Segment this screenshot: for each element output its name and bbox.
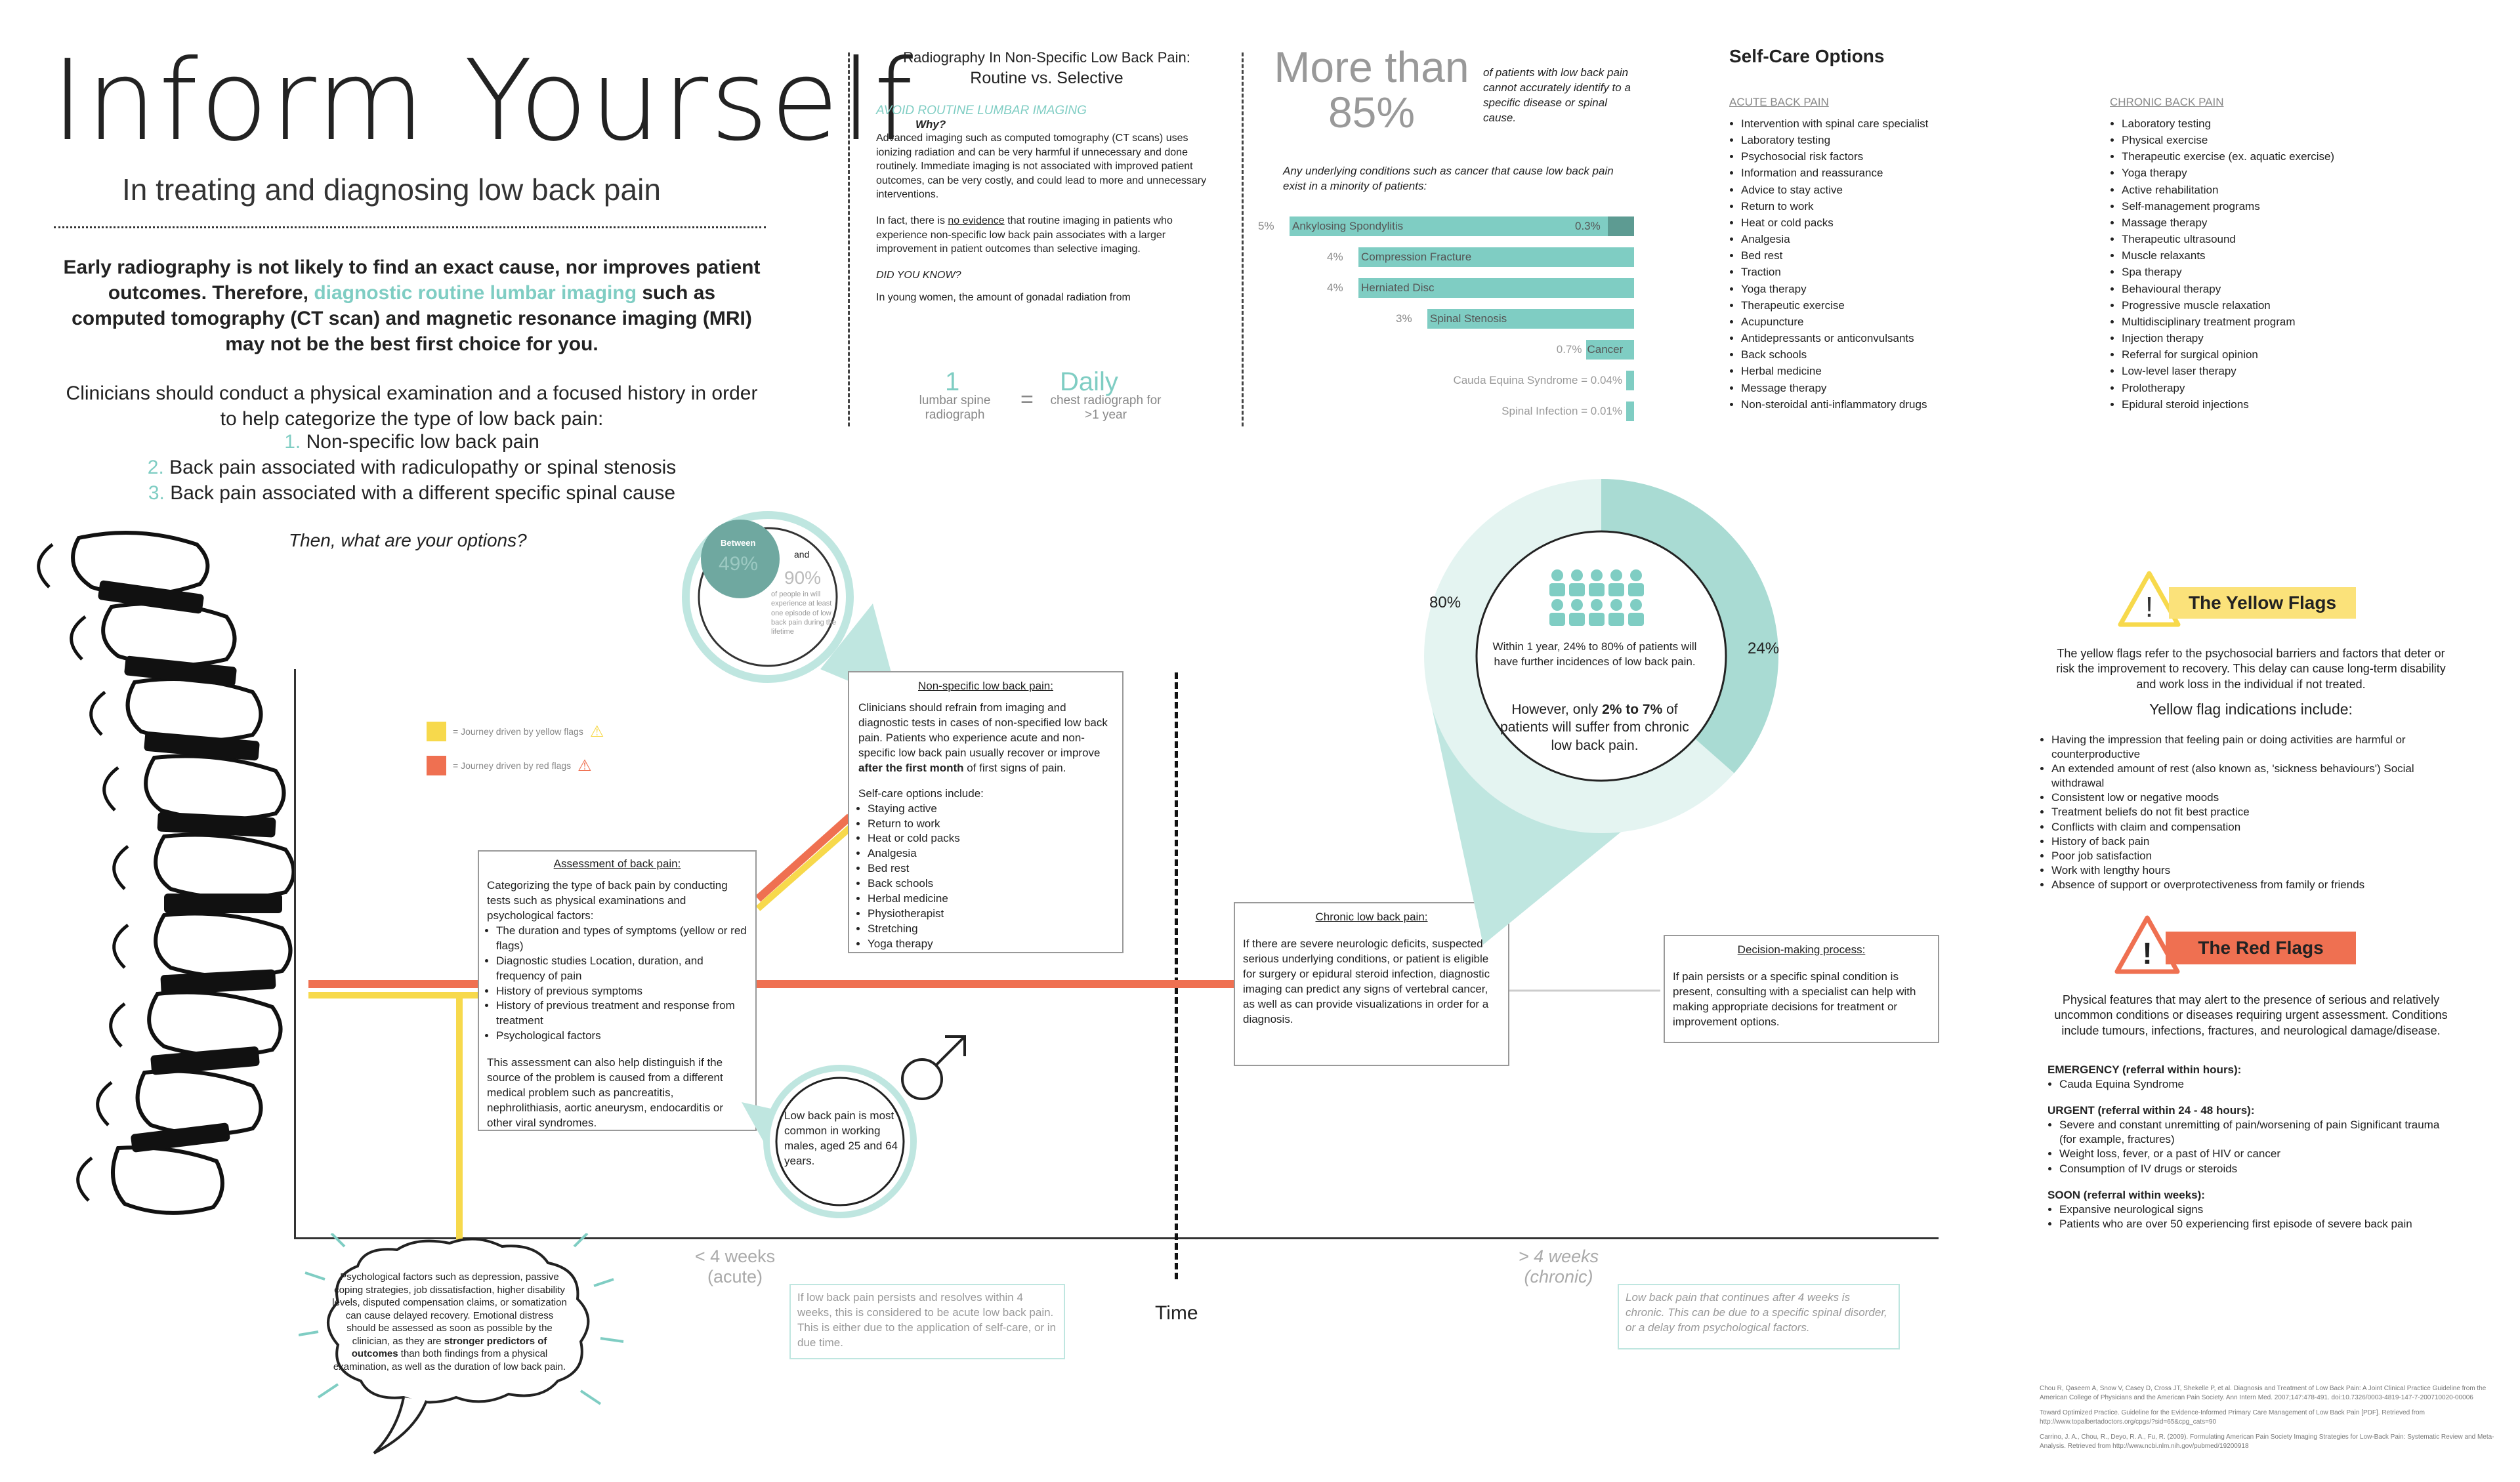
- chart-value-label: 5%: [1258, 220, 1274, 232]
- chronic-option-item: • Massage therapy: [2122, 215, 2392, 231]
- pct-90: 90%: [784, 567, 822, 588]
- yellow-flag-item: • Conflicts with claim and compensation: [2051, 820, 2462, 834]
- reference-2: Toward Optimized Practice. Guideline for the Evidence-Informed Primary Care Management of Low Back Pain [PDF]. Retrieved from http://www.topalbertadoctors.org/cpgs/?sid=65&cpg_cats=90: [2040, 1409, 2425, 1426]
- clinician-text: Clinicians should conduct a physical examination and a focused history in order to help categorize the type of low back pain:: [66, 382, 758, 430]
- donut-outer-right: 24%: [1748, 640, 1780, 657]
- chart-category-label: 0.7%: [1556, 343, 1582, 356]
- assessment-item: • The duration and types of symptoms (yellow or red flags): [496, 924, 747, 954]
- assessment-item: • History of previous treatment and response from treatment: [496, 998, 747, 1029]
- assessment-item: • Psychological factors: [496, 1029, 747, 1044]
- assessment-intro: Categorizing the type of back pain by conducting tests such as physical examinations and psychological factors:: [487, 878, 728, 922]
- decision-text: If pain persists or a specific spinal condition is present, consulting with a specialist can help with making appropriate decisions for treatment or improvement options.: [1673, 970, 1916, 1028]
- category-2: 2. Back pain associated with radiculopathy or spinal stenosis: [147, 457, 677, 478]
- chronic-option-item: • Referral for surgical opinion: [2122, 346, 2392, 363]
- legend-red-swatch: [427, 756, 446, 775]
- radiography-title-2: Routine vs. Selective: [970, 69, 1124, 87]
- chart-value-label: 4%: [1327, 251, 1343, 263]
- acute-option-item: • Antidepressants or anticonvulsants: [1741, 330, 2011, 346]
- red-path-to-nonspecific: [758, 817, 850, 899]
- chronic-option-item: • Injection therapy: [2122, 330, 2392, 346]
- chronic-option-item: • Multidisciplinary treatment program: [2122, 314, 2392, 330]
- red-flags-details: [2048, 1063, 2454, 1231]
- chronic-option-item: • Yoga therapy: [2122, 165, 2392, 181]
- chart-category-label: Spinal Infection = 0.01%: [1502, 405, 1622, 417]
- chronic-option-item: • Epidural steroid injections: [2122, 396, 2392, 413]
- lumbar-label: lumbar spine radiograph: [919, 394, 991, 422]
- chronic-option-item: • Therapeutic ultrasound: [2122, 231, 2392, 247]
- chronic-option-item: • Laboratory testing: [2122, 115, 2392, 132]
- nonspecific-option-item: • Staying active: [868, 802, 1113, 817]
- radiography-title-1: Radiography In Non-Specific Low Back Pain:: [903, 49, 1190, 66]
- intro-highlight: diagnostic routine lumbar imaging: [314, 282, 637, 304]
- legend-yellow: [427, 722, 604, 741]
- yellow-flag-item: • Having the impression that feeling pain or doing activities are harmful or counterproductive: [2051, 733, 2462, 762]
- legend-yellow-label: = Journey driven by yellow flags: [453, 726, 583, 737]
- legend: [427, 722, 604, 775]
- reference-1: Chou R, Qaseem A, Snow V, Casey D, Cross JT, Shekelle P, et al. Diagnosis and Treatment of Low Back Pain: A Joint Clinical Practice Guideline from the American College of Physicians and the American Pain Society. Ann Intern Med. 2007;147:478-491. doi:10.7326/0003-4819-147-7-200710020-00006: [2040, 1385, 2487, 1401]
- svg-text:!: !: [2145, 591, 2154, 623]
- male-symbol-icon: [896, 1027, 975, 1105]
- yellow-flag-item: • Work with lengthy hours: [2051, 863, 2462, 878]
- donut-text-2: However, only 2% to 7% of patients will suffer from chronic low back pain.: [1500, 702, 1689, 753]
- chronic-option-item: • Progressive muscle relaxation: [2122, 297, 2392, 314]
- chart-category-label: Cauda Equina Syndrome = 0.04%: [1453, 374, 1622, 386]
- soon-list: [2048, 1203, 2454, 1231]
- acute-heading: ACUTE BACK PAIN: [1729, 96, 1829, 108]
- yellow-flag-item: • Consistent low or negative moods: [2051, 791, 2462, 805]
- urgent-heading: URGENT (referral within 24 - 48 hours):: [2048, 1104, 2255, 1117]
- yellow-flag-item: • Poor job satisfaction: [2051, 849, 2462, 863]
- acute-option-item: • Laboratory testing: [1741, 132, 2011, 148]
- yellow-flags-desc: The yellow flags refer to the psychosocial barriers and factors that deter or risk the improvement to recovery. This delay can cause long-term disability and work loss in the individual if not treated.: [2056, 647, 2446, 691]
- acute-option-item: • Information and reassurance: [1741, 165, 2011, 181]
- category-3: 3. Back pain associated with a different specific spinal cause: [148, 482, 676, 504]
- chronic-option-item: • Low-level laser therapy: [2122, 363, 2392, 379]
- decision-heading: Decision-making process:: [1737, 943, 1866, 956]
- chest-label: chest radiograph for >1 year: [1050, 394, 1162, 422]
- nonspecific-option-item: • Physiotherapist: [868, 907, 1113, 922]
- between-label: Between: [721, 538, 756, 548]
- assessment-list: [487, 924, 747, 1044]
- urgent-list: [2048, 1118, 2454, 1176]
- chronic-period-label: > 4 weeks (chronic): [1518, 1246, 1599, 1286]
- acute-option-item: • Return to work: [1741, 198, 2011, 215]
- warning-red-icon: ⚠: [578, 756, 592, 775]
- nonspecific-option-item: • Return to work: [868, 817, 1113, 832]
- acute-period-label: < 4 weeks (acute): [694, 1246, 776, 1286]
- page-title: Inform Yourself: [51, 36, 915, 166]
- nonspecific-option-item: • Back schools: [868, 876, 1113, 892]
- people-group-icon: [1545, 567, 1644, 630]
- intro-part2: such as computed tomography (CT scan) and magnetic resonance imaging (MRI) may not be the best first choice for you.: [72, 282, 752, 355]
- acute-option-item: • Advice to stay active: [1741, 182, 2011, 198]
- donut-outer-left: 80%: [1429, 594, 1461, 611]
- lifetime-desc: of people in will experience at least one episode of low back pain during the lifetime: [771, 590, 837, 636]
- emergency-list: [2048, 1077, 2454, 1092]
- chronic-heading: CHRONIC BACK PAIN: [2110, 96, 2224, 108]
- acute-option-item: • Acupuncture: [1741, 314, 2011, 330]
- chart-bar-label: Cancer: [1587, 343, 1624, 356]
- acute-option-item: • Therapeutic exercise: [1741, 297, 2011, 314]
- acute-option-item: • Message therapy: [1741, 380, 2011, 396]
- assessment-item: • History of previous symptoms: [496, 984, 747, 999]
- assessment-heading: Assessment of back pain:: [553, 857, 681, 870]
- chart-category-label: Ankylosing Spondylitis: [1292, 220, 1404, 232]
- chronic-option-item: • Active rehabilitation: [2122, 182, 2392, 198]
- why-label: Why?: [915, 118, 946, 131]
- yellow-flag-item: • Treatment beliefs do not fit best practice: [2051, 805, 2462, 819]
- acute-option-item: • Traction: [1741, 264, 2011, 280]
- nonspecific-option-item: • Stretching: [868, 922, 1113, 937]
- acute-option-item: • Bed rest: [1741, 247, 2011, 264]
- chest-frequency: Daily: [1060, 367, 1118, 396]
- lumbar-count: 1: [945, 367, 960, 396]
- chronic-text: If there are severe neurologic deficits, suspected serious underlying conditions, or patient is eligible for surgery or epidural steroid infection, diagnostic imaging can predict any signs of vertebral cancer, as well as can provide visualizations in order for a diagnosis.: [1243, 937, 1490, 1025]
- nonspecific-option-item: • Herbal medicine: [868, 892, 1113, 907]
- avoid-imaging-label: AVOID ROUTINE LUMBAR IMAGING: [876, 104, 1087, 117]
- svg-text:!: !: [2142, 936, 2152, 970]
- warning-yellow-icon: ⚠: [589, 722, 604, 741]
- chronic-option-item: • Prolotherapy: [2122, 380, 2392, 396]
- chronic-option-item: • Physical exercise: [2122, 132, 2392, 148]
- yellow-path-to-nonspecific: [758, 828, 850, 909]
- acute-option-item: • Analgesia: [1741, 231, 2011, 247]
- and-label: and: [794, 549, 810, 560]
- soon-item: • Patients who are over 50 experiencing first episode of severe back pain: [2059, 1217, 2454, 1231]
- chronic-option-item: • Spa therapy: [2122, 264, 2392, 280]
- acute-option-item: • Back schools: [1741, 346, 2011, 363]
- assessment-item: • Diagnostic studies Location, duration, and frequency of pain: [496, 954, 747, 984]
- nonspecific-options-head: Self-care options include:: [858, 787, 984, 800]
- acute-option-item: • Psychosocial risk factors: [1741, 148, 2011, 165]
- stat-85-line2: 85%: [1328, 88, 1416, 137]
- chronic-heading: Chronic low back pain:: [1315, 911, 1428, 923]
- acute-option-item: • Herbal medicine: [1741, 363, 2011, 379]
- psych-text: Psychological factors such as depression, passive coping strategies, job dissatisfaction, higher disability levels, disputed compensation claims, or somatization can cause delayed recovery. Emotional distress should be assessed as soon as possible by the clinician, as they are stronger predictors of outcomes than both findings from a physical examination, as well as the duration of low back pain.: [332, 1271, 567, 1372]
- chart-category-label: Herniated Disc: [1361, 281, 1435, 294]
- legend-red: [427, 756, 604, 775]
- yellow-flag-item: • History of back pain: [2051, 834, 2462, 849]
- legend-red-label: = Journey driven by red flags: [453, 760, 572, 771]
- chart-category-label: Spinal Stenosis: [1430, 312, 1507, 325]
- chart-inner-label: 0.3%: [1575, 220, 1601, 232]
- radiography-para1: Advanced imaging such as computed tomography (CT scans) uses ionizing radiation and can be very harmful if unnecessary and done routinely. Immediate imaging is not associated with improved patient outcomes, can be very costly, and could lead to more and unnecessary interventions.: [876, 133, 1207, 201]
- chronic-option-item: • Self-management programs: [2122, 198, 2392, 215]
- soon-item: • Expansive neurological signs: [2059, 1203, 2454, 1217]
- yellow-flags-list: [2040, 733, 2462, 892]
- young-women-text: In young women, the amount of gonadal radiation from: [876, 291, 1131, 303]
- donut-text-1: Within 1 year, 24% to 80% of patients will have further incidences of low back pain.: [1492, 640, 1697, 668]
- acute-option-item: • Non-steroidal anti-inflammatory drugs: [1741, 396, 2011, 413]
- chart-category-label: Compression Fracture: [1361, 251, 1472, 263]
- stat-85-desc: of patients with low back pain cannot accurately identify to a specific disease or spinal cause.: [1483, 66, 1631, 124]
- nonspecific-box: [848, 671, 1124, 953]
- acute-option-item: • Heat or cold packs: [1741, 215, 2011, 231]
- chronic-option-item: • Behavioural therapy: [2122, 281, 2392, 297]
- did-you-know-label: DID YOU KNOW?: [876, 269, 961, 281]
- references: [2040, 1384, 2512, 1451]
- acute-option-item: • Yoga therapy: [1741, 281, 2011, 297]
- nonspecific-heading: Non-specific low back pain:: [918, 680, 1053, 692]
- emergency-item: • Cauda Equina Syndrome: [2059, 1077, 2454, 1092]
- acute-option-item: • Intervention with spinal care specialist: [1741, 115, 2011, 132]
- soon-heading: SOON (referral within weeks):: [2048, 1188, 2205, 1201]
- red-flags-title: The Red Flags: [2166, 932, 2356, 964]
- chronic-note: Low back pain that continues after 4 weeks is chronic. This can be due to a specific spinal disorder, or a delay from psychological factors.: [1618, 1284, 1900, 1349]
- chart-value-label: 3%: [1396, 312, 1412, 325]
- selfcare-title: Self-Care Options: [1729, 46, 1885, 66]
- assessment-box: [478, 850, 757, 1131]
- chronic-option-item: • Therapeutic exercise (ex. aquatic exercise): [2122, 148, 2392, 165]
- category-1: 1. Non-specific low back pain: [284, 431, 539, 453]
- stat-85-line1: More than: [1274, 43, 1469, 91]
- nonspecific-text: Clinicians should refrain from imaging and diagnostic tests in cases of non-specified low back pain. Patients who experience acute and non-specific low back pain usually recover or improve after the first month of first signs of pain.: [858, 701, 1108, 774]
- underlying-text: Any underlying conditions such as cancer that cause low back pain exist in a minority of patients:: [1283, 165, 1614, 192]
- legend-yellow-swatch: [427, 722, 446, 741]
- options-question: Then, what are your options?: [289, 530, 527, 550]
- time-axis-label: Time: [1155, 1302, 1198, 1324]
- yellow-flags-title: The Yellow Flags: [2169, 587, 2356, 619]
- page-subtitle: In treating and diagnosing low back pain: [122, 173, 661, 207]
- yellow-flag-item: • Absence of support or overprotectiveness from family or friends: [2051, 878, 2462, 892]
- equals-sign: =: [1020, 387, 1034, 412]
- urgent-item: • Consumption of IV drugs or steroids: [2059, 1162, 2454, 1176]
- nonspecific-option-item: • Bed rest: [868, 861, 1113, 876]
- urgent-item: • Weight loss, fever, or a past of HIV or cancer: [2059, 1147, 2454, 1161]
- emergency-heading: EMERGENCY (referral within hours):: [2048, 1063, 2242, 1076]
- urgent-item: • Severe and constant unremitting of pain/worsening of pain Significant trauma (for example, fractures): [2059, 1118, 2454, 1147]
- reference-3: Carrino, J. A., Chou, R., Deyo, R. A., Fu, R. (2009). Formulating American Pain Society Imaging Strategies for Low-Back Pain: Systematic Review and Meta-Analysis. Retrieved from http://www.ncbi.nlm.nih.gov/pubmed/19200918: [2040, 1433, 2494, 1450]
- assessment-extra: This assessment can also help distinguish if the source of the problem is caused from a different medical problem such as pancreatitis, nephrolithiasis, aortic aneurysm, endocarditis or other viral syndromes.: [487, 1056, 724, 1129]
- working-males-text: Low back pain is most common in working males, aged 25 and 64 years.: [784, 1109, 898, 1167]
- nonspecific-option-item: • Heat or cold packs: [868, 831, 1113, 846]
- chart-value-label: 4%: [1327, 281, 1343, 294]
- nonspecific-option-item: • Yoga therapy: [868, 937, 1113, 952]
- red-flags-desc: Physical features that may alert to the presence of serious and relatively uncommon conditions or diseases requiring urgent assessment. Conditions include tumours, infections, fractures, and neurological damage/disease.: [2054, 993, 2448, 1037]
- chronic-option-item: • Muscle relaxants: [2122, 247, 2392, 264]
- yellow-flags-sub: Yellow flag indications include:: [2149, 701, 2353, 718]
- lifetime-stat: [719, 535, 876, 666]
- pct-49: 49%: [719, 553, 759, 575]
- radiography-para2: In fact, there is no evidence that routine imaging in patients who experience non-specific low back pain associates with a larger improvement in patient outcomes than selective imaging.: [876, 215, 1173, 255]
- intro-part1: Early radiography is not likely to find an exact cause, nor improves patient outcomes. Therefore,: [63, 257, 761, 304]
- nonspecific-option-item: • Analgesia: [868, 846, 1113, 861]
- acute-note: If low back pain persists and resolves within 4 weeks, this is considered to be acute low back pain. This is either due to the application of self-care, or in due time.: [789, 1284, 1065, 1359]
- yellow-flag-item: • An extended amount of rest (also known as, 'sickness behaviours') Social withdrawal: [2051, 762, 2462, 791]
- nonspecific-options: [858, 802, 1113, 952]
